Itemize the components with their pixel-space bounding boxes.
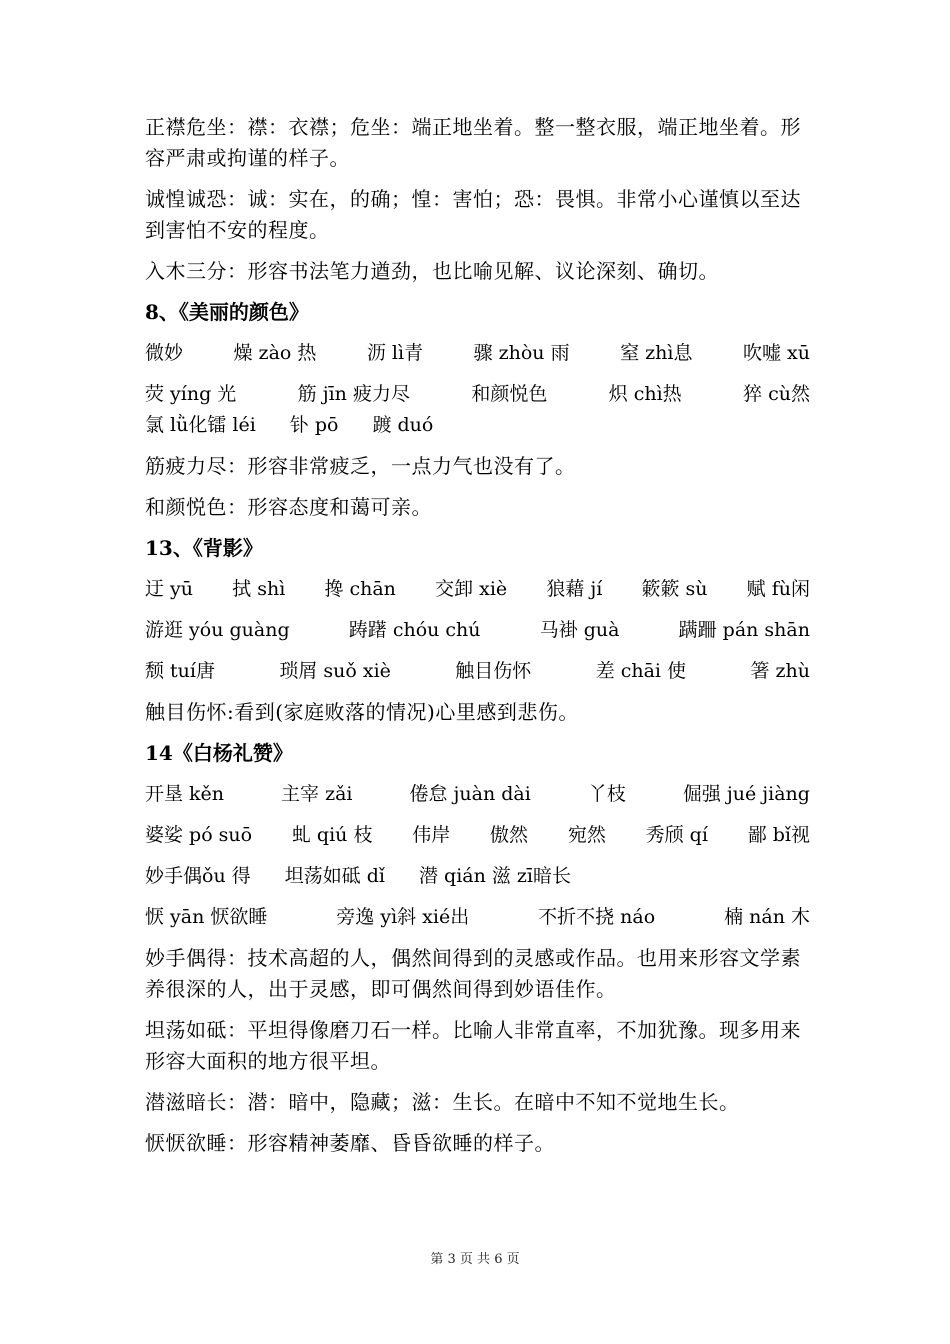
vocabulary-row [145, 820, 810, 851]
vocabulary-word: 妙手偶ǒu 得 [145, 865, 251, 887]
vocabulary-word: 触目伤怀 [455, 660, 532, 682]
vocabulary-word: 迂 yū [145, 578, 194, 600]
vocabulary-word: 倦怠 juàn dài [409, 783, 531, 805]
vocabulary-word: 沥 lì青 [366, 342, 424, 364]
vocabulary-word: 狼藉 jí [546, 578, 603, 600]
vocabulary-word: 簌簌 sù [641, 578, 708, 600]
vocabulary-word: 主宰 zǎi [281, 783, 353, 805]
vocabulary-row [145, 656, 810, 687]
vocabulary-word: 骤 zhòu 雨 [473, 342, 570, 364]
vocabulary-word: 踱 duó [372, 414, 434, 436]
vocabulary-word: 吹嘘 xū [742, 342, 810, 364]
vocabulary-word: 拭 shì [232, 578, 286, 600]
vocabulary-word: 差 chāi 使 [595, 660, 687, 682]
vocabulary-word: 琐屑 suǒ xiè [279, 660, 391, 682]
vocabulary-word: 楠 nán 木 [724, 906, 810, 928]
vocabulary-word: 氯 lǜ化镭 léi [145, 414, 256, 436]
page-footer: 第 3 页 共 6 页 [430, 1252, 520, 1267]
vocabulary-row [145, 779, 810, 810]
vocabulary-word: 窒 zhì息 [620, 342, 693, 364]
definition-paragraph: 触目伤怀:看到(家庭败落的情况)心里感到悲伤。 [145, 700, 579, 724]
vocabulary-word: 钋 pō [289, 414, 339, 436]
definition-paragraph: 入木三分：形容书法笔力遒劲，也比喻见解、议论深刻、确切。 [145, 259, 719, 283]
vocabulary-row [145, 902, 810, 933]
section-heading: 8、《美丽的颜色》 [145, 300, 309, 324]
vocabulary-row [145, 574, 810, 605]
vocabulary-word: 鄙 bǐ视 [747, 824, 810, 846]
vocabulary-word: 和颜悦色 [471, 383, 548, 405]
vocabulary-row [145, 338, 810, 369]
vocabulary-word: 搀 chān [324, 578, 396, 600]
vocabulary-word: 箸 zhù [750, 660, 810, 682]
page-content [145, 112, 810, 1169]
definition-paragraph: 和颜悦色：形容态度和蔼可亲。 [145, 495, 432, 519]
definition-paragraph: 坦荡如砥：平坦得像磨刀石一样。比喻人非常直率，不加犹豫。现多用来形容大面积的地方很平坦。 [145, 1018, 801, 1073]
definition-paragraph: 筋疲力尽：形容非常疲乏，一点力气也没有了。 [145, 454, 576, 478]
vocabulary-word: 旁逸 yì斜 xié出 [336, 906, 470, 928]
vocabulary-word: 婆娑 pó suō [145, 824, 253, 846]
vocabulary-word: 游逛 yóu guàng [145, 619, 290, 641]
vocabulary-word: 开垦 kěn [145, 783, 225, 805]
definition-paragraph: 恹恹欲睡：形容精神萎靡、昏昏欲睡的样子。 [145, 1131, 555, 1155]
vocabulary-word: 潜 qián 滋 zī暗长 [419, 865, 572, 887]
vocabulary-word: 宛然 [567, 824, 606, 846]
section-heading: 14《白杨礼赞》 [145, 741, 293, 765]
vocabulary-row [145, 615, 810, 646]
definition-paragraph: 妙手偶得：技术高超的人，偶然间得到的灵感或作品。也用来形容文学素养很深的人，出于灵感，即可偶然间得到妙语佳作。 [145, 946, 801, 1001]
vocabulary-word: 赋 fù闲 [746, 578, 810, 600]
vocabulary-word: 虬 qiú 枝 [291, 824, 373, 846]
vocabulary-word: 燥 zào 热 [233, 342, 317, 364]
section-heading: 13、《背影》 [145, 536, 263, 560]
vocabulary-word: 马褂 guà [539, 619, 620, 641]
vocabulary-row [145, 861, 810, 892]
vocabulary-word: 交卸 xiè [435, 578, 508, 600]
vocabulary-word: 倔强 jué jiàng [682, 783, 810, 805]
vocabulary-word: 伟岸 [412, 824, 451, 846]
vocabulary-word: 微妙 [145, 342, 184, 364]
vocabulary-row [145, 410, 810, 441]
vocabulary-word: 傲然 [490, 824, 529, 846]
vocabulary-word: 踌躇 chóu chú [348, 619, 481, 641]
vocabulary-word: 坦荡如砥 dǐ [284, 865, 385, 887]
vocabulary-word: 炽 chì热 [608, 383, 682, 405]
definition-paragraph: 正襟危坐：襟：衣襟；危坐：端正地坐着。整一整衣服，端正地坐着。形容严肃或拘谨的样子。 [145, 115, 801, 170]
vocabulary-word: 颓 tuí唐 [145, 660, 215, 682]
vocabulary-word: 蹒跚 pán shān [678, 619, 810, 641]
vocabulary-word: 秀颀 qí [645, 824, 708, 846]
vocabulary-row [145, 379, 810, 410]
vocabulary-word: 猝 cù然 [743, 383, 810, 405]
definition-paragraph: 诚惶诚恐：诚：实在，的确；惶：害怕；恐：畏惧。非常小心谨慎以至达到害怕不安的程度。 [145, 187, 801, 242]
vocabulary-word: 不折不挠 náo [538, 906, 656, 928]
vocabulary-word: 筋 jīn 疲力尽 [297, 383, 410, 405]
vocabulary-word: 丫枝 [587, 783, 626, 805]
vocabulary-word: 荧 yíng 光 [145, 383, 237, 405]
definition-paragraph: 潜滋暗长：潜：暗中，隐藏；滋：生长。在暗中不知不觉地生长。 [145, 1090, 740, 1114]
vocabulary-word: 恹 yān 恹欲睡 [145, 906, 268, 928]
